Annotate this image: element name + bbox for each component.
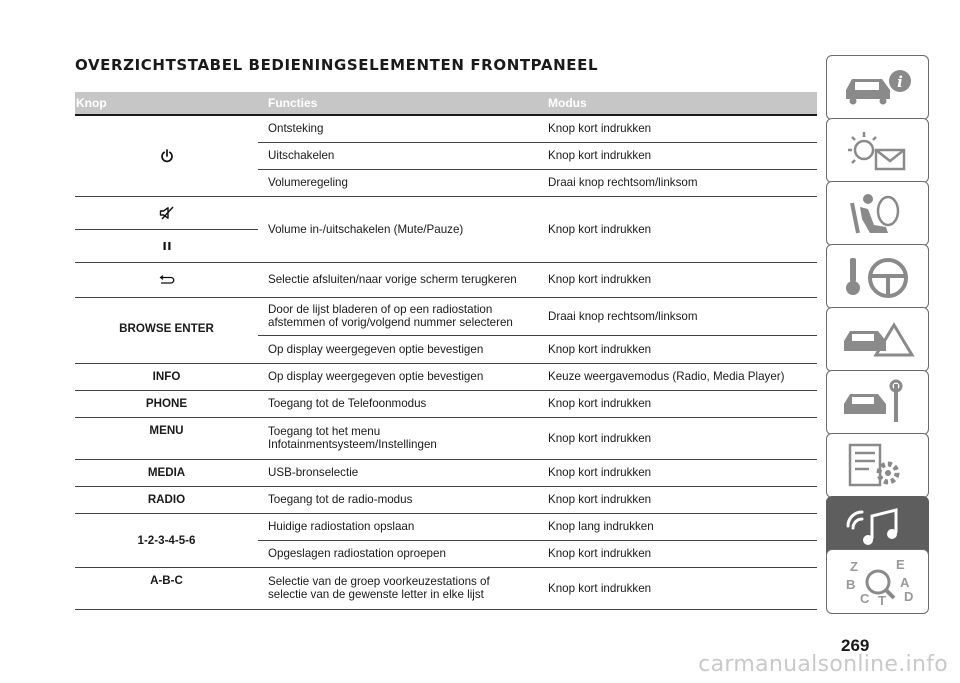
power-icon (160, 149, 174, 163)
function-cell: Volumeregeling (258, 169, 538, 196)
power-knob-cell (75, 115, 258, 196)
function-cell: Toegang tot de Telefoonmodus (258, 390, 538, 417)
table-header-row (75, 92, 817, 115)
knob-label: MEDIA (75, 459, 258, 486)
function-cell: Huidige radiostation opslaan (258, 513, 538, 540)
table-row (75, 567, 817, 609)
mode-cell: Draai knop rechtsom/linksom (538, 297, 817, 335)
warning-lights-icon (838, 126, 918, 176)
tab-key-steering[interactable] (826, 244, 929, 309)
mode-cell: Knop kort indrukken (538, 335, 817, 363)
index-letter: B (845, 576, 855, 592)
function-cell: Volume in-/uitschakelen (Mute/Pauze) (258, 196, 538, 262)
table-row (75, 115, 817, 142)
mode-cell: Knop kort indrukken (538, 196, 817, 262)
tab-warning-lights[interactable] (826, 118, 929, 183)
index-letter: T (877, 592, 886, 607)
mode-cell: Knop kort indrukken (538, 417, 817, 459)
index-letter: Z (849, 558, 858, 574)
knob-label: MENU (75, 417, 258, 459)
column-header-modus: Modus (538, 92, 817, 115)
controls-table (75, 92, 817, 610)
table-row (75, 262, 817, 297)
function-cell: Uitschakelen (258, 142, 538, 169)
mode-cell: Knop kort indrukken (538, 486, 817, 513)
page-title: OVERZICHTSTABEL BEDIENINGSELEMENTEN FRONTPANEEL (75, 56, 599, 74)
pause-knob-cell (75, 229, 258, 262)
page-number: 269 (841, 636, 870, 655)
table-row (75, 486, 817, 513)
table-row (75, 363, 817, 390)
knob-label: 1-2-3-4-5-6 (75, 513, 258, 567)
mode-cell: Knop kort indrukken (538, 459, 817, 486)
emergency-road-icon (838, 315, 918, 365)
back-return-icon (159, 275, 175, 285)
mode-cell: Knop kort indrukken (538, 115, 817, 142)
tab-specs[interactable] (826, 433, 929, 498)
car-info-icon (838, 63, 918, 113)
table-row (75, 390, 817, 417)
car-maintenance-icon (838, 378, 918, 428)
mode-cell: Knop kort indrukken (538, 390, 817, 417)
tab-emergency-road[interactable] (826, 307, 929, 372)
mode-cell: Draai knop rechtsom/linksom (538, 169, 817, 196)
knob-label: RADIO (75, 486, 258, 513)
function-cell: Toegang tot de radio-modus (258, 486, 538, 513)
mode-cell: Knop kort indrukken (538, 262, 817, 297)
table-row (75, 513, 817, 540)
function-cell: Op display weergegeven optie bevestigen (258, 363, 538, 390)
table-row (75, 459, 817, 486)
column-header-knop: Knop (75, 92, 258, 115)
index-letter: E (895, 556, 905, 572)
function-cell: Selectie afsluiten/naar vorige scherm terugkeren (258, 262, 538, 297)
table-row (75, 196, 817, 229)
tab-car-info[interactable] (826, 55, 929, 120)
function-cell: Toegang tot het menu Infotainmentsysteem/Instellingen (258, 417, 538, 459)
mode-cell: Knop kort indrukken (538, 540, 817, 567)
knob-label: BROWSE ENTER (75, 297, 258, 363)
knob-label: INFO (75, 363, 258, 390)
key-steering-icon (838, 252, 918, 302)
pause-icon (162, 241, 172, 251)
knob-label: PHONE (75, 390, 258, 417)
knob-label: A-B-C (75, 567, 258, 609)
tab-index[interactable] (826, 549, 929, 614)
tab-car-maintenance[interactable] (826, 370, 929, 435)
specs-gear-icon (838, 441, 918, 491)
watermark: carmanualsonline.info (698, 652, 948, 677)
table-row (75, 297, 817, 335)
multimedia-icon (838, 504, 918, 554)
mute-knob-cell (75, 196, 258, 229)
column-header-functies: Functies (258, 92, 538, 115)
mode-cell: Knop kort indrukken (538, 142, 817, 169)
function-cell: Op display weergegeven optie bevestigen (258, 335, 538, 363)
mode-cell: Knop lang indrukken (538, 513, 817, 540)
index-letter: A (899, 574, 909, 590)
mode-cell: Knop kort indrukken (538, 567, 817, 609)
table-row (75, 417, 817, 459)
function-cell: USB-bronselectie (258, 459, 538, 486)
mode-cell: Keuze weergavemodus (Radio, Media Player) (538, 363, 817, 390)
svg-text:i: i (896, 72, 903, 91)
function-cell: Door de lijst bladeren of op een radiostation afstemmen of vorig/volgend nummer selecteren (258, 297, 538, 335)
index-letter: D (903, 588, 913, 604)
function-cell: Ontsteking (258, 115, 538, 142)
back-knob-cell (75, 262, 258, 297)
index-letter: C (859, 590, 869, 606)
tab-airbag-seat[interactable] (826, 181, 929, 246)
mute-icon (159, 206, 175, 220)
function-cell: Opgeslagen radiostation oproepen (258, 540, 538, 567)
airbag-seat-icon (838, 189, 918, 239)
function-cell: Selectie van de groep voorkeuzestations of selectie van de gewenste letter in elke lijst (258, 567, 538, 609)
index-letters-icon (838, 557, 918, 607)
